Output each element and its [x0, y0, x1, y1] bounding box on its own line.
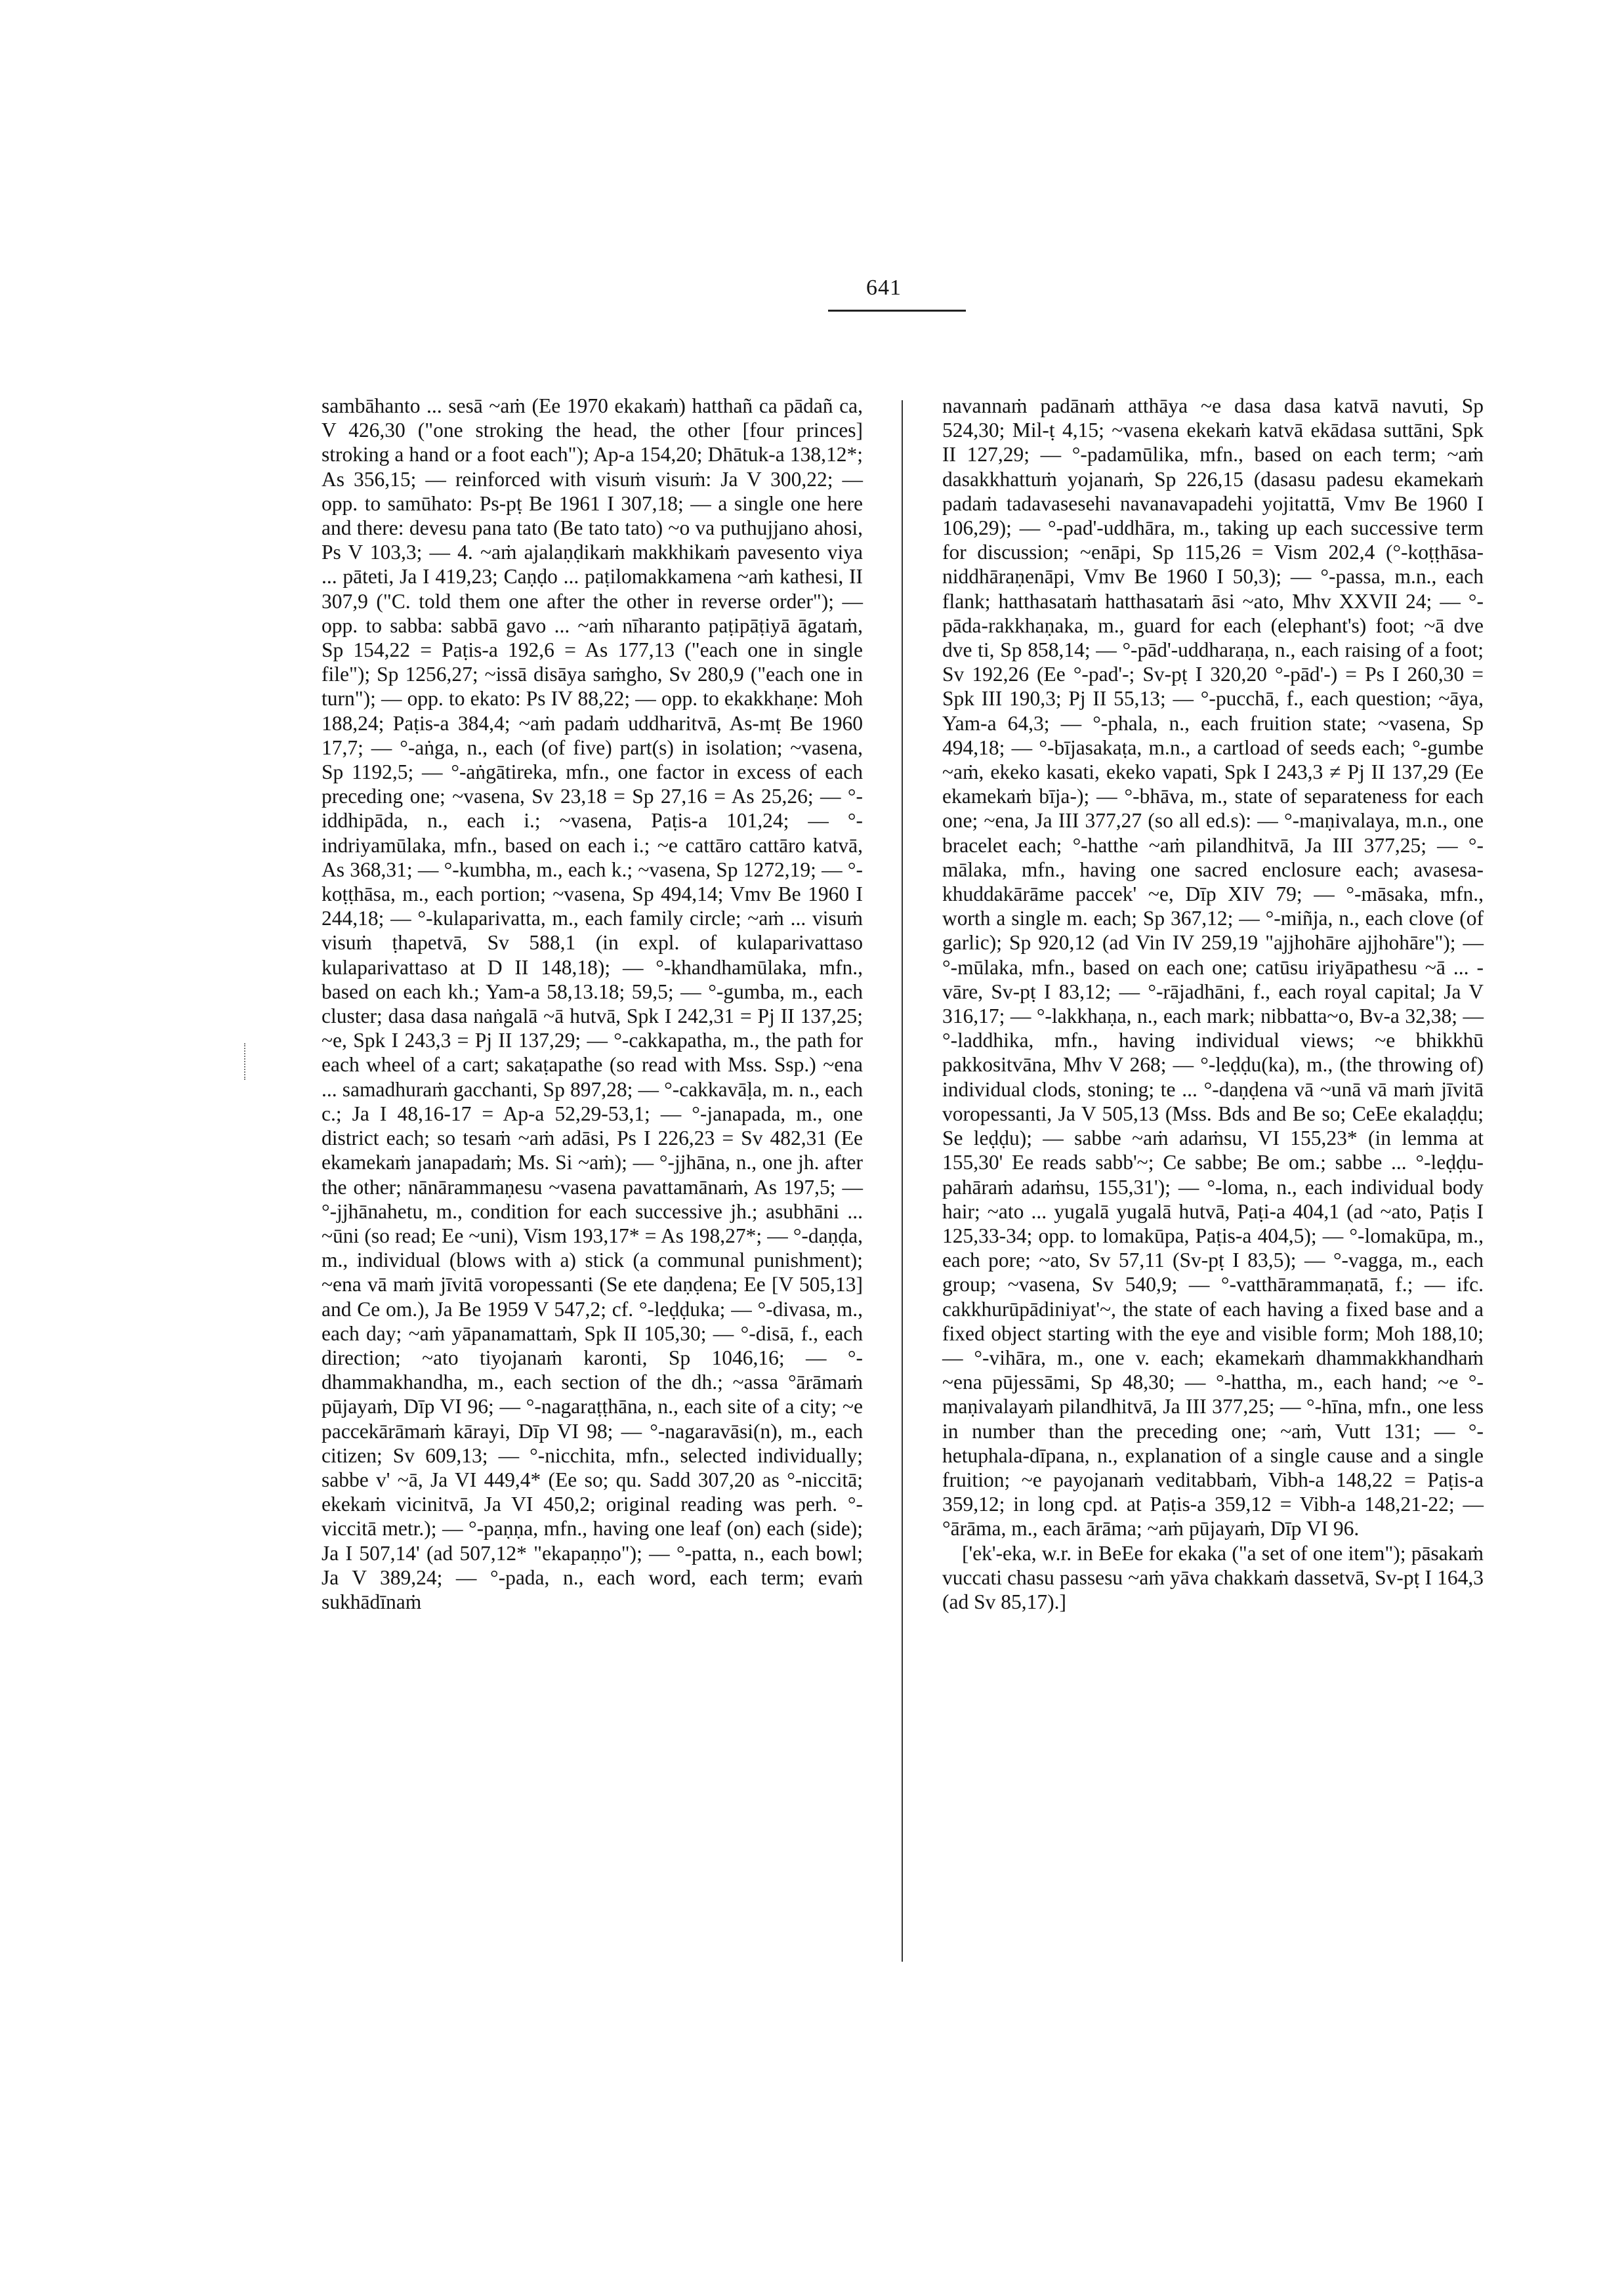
left-column: [322, 394, 863, 1614]
column-divider: [902, 400, 903, 1962]
left-column-paragraph: sambāhanto ... sesā ~aṁ (Ee 1970 ekakaṁ) hatthañ ca pādañ ca, V 426,30 ("one stroking the head, the other [four princes] stroking a hand or a foot each"); Ap-a 154,20; Dhātuk-a 138,12*; As 356,15; — reinforced with visuṁ visuṁ: Ja V 300,22; — opp. to samūhato: Ps-pṭ Be 1961 I 307,18; — a single one here and there: devesu pana tato (Be tato tato) ~o va puthujjano ahosi, Ps V 103,3; — 4. ~aṁ ajalaṇḍikaṁ makkhikaṁ pavesento viya ... pāteti, Ja I 419,23; Caṇḍo ... paṭilomakkamena ~aṁ kathesi, II 307,9 ("C. told them one after the other in reverse order"); — opp. to sabba: sabbā gavo ... ~aṁ nīharanto paṭipāṭiyā āgataṁ, Sp 154,22 = Paṭis-a 192,6 = As 177,13 ("each one in single file"); Sp 1256,27; ~issā disāya saṁgho, Sv 280,9 ("each one in turn"); — opp. to ekato: Ps IV 88,22; — opp. to ekakkhaṇe: Moh 188,24; Paṭis-a 384,4; ~aṁ padaṁ uddharitvā, As-mṭ Be 1960 17,7; — °-aṅga, n., each (of five) part(s) in isolation; ~vasena, Sp 1192,5; — °-aṅgātireka, mfn., one factor in excess of each preceding one; ~vasena, Sv 23,18 = Sp 27,16 = As 25,26; — °-iddhipāda, n., each i.; ~vasena, Paṭis-a 101,24; — °-indriyamūlaka, mfn., based on each i.; ~e cattāro cattāro katvā, As 368,31; — °-kumbha, m., each k.; ~vasena, Sp 1272,19; — °-koṭṭhāsa, m., each portion; ~vasena, Sp 494,14; Vmv Be 1960 I 244,18; — °-kulaparivatta, m., each family circle; ~aṁ ... visuṁ visuṁ ṭhapetvā, Sv 588,1 (in expl. of kulaparivattaso kulaparivattaso at D II 148,18); — °-khandhamūlaka, mfn., based on each kh.; Yam-a 58,13.18; 59,5; — °-gumba, m., each cluster; dasa dasa naṅgalā ~ā hutvā, Spk I 242,31 = Pj II 137,25; ~e, Spk I 243,3 = Pj II 137,29; — °-cakkapatha, m., the path for each wheel of a cart; sakaṭapathe (so read with Mss. Ssp.) ~ena ... samadhuraṁ gacchanti, Sp 897,28; — °-cakkavāḷa, m. n., each c.; Ja I 48,16-17 = Ap-a 52,29-53,1; — °-janapada, m., one district each; so tesaṁ ~aṁ adāsi, Ps I 226,23 = Sv 482,31 (Ee ekamekaṁ janapadaṁ; Ms. Si ~aṁ); — °-jjhāna, n., one jh. after the other; nānārammaṇesu ~vasena pavattamānaṁ, As 197,5; — °-jjhānahetu, m., condition for each successive jh.; asubhāni ... ~ūni (so read; Ee ~uni), Vism 193,17* = As 198,27*; — °-daṇḍa, m., individual (blows with a) stick (a communal punishment); ~ena vā maṁ jīvitā voropessanti (Se ete daṇḍena; Ee [V 505,13] and Ce om.), Ja Be 1959 V 547,2; cf. °-leḍḍuka; — °-divasa, m., each day; ~aṁ yāpanamattaṁ, Spk II 105,30; — °-disā, f., each direction; ~ato tiyojanaṁ karonti, Sp 1046,16; — °-dhammakhandha, m., each section of the dh.; ~assa °ārāmaṁ pūjayaṁ, Dīp VI 96; — °-nagaraṭṭhāna, n., each site of a city; ~e paccekārāmaṁ kārayi, Dīp VI 98; — °-nagaravāsi(n), m., each citizen; Sv 609,13; — °-nicchita, mfn., selected individually; sabbe v' ~ā, Ja VI 449,4* (Ee so; qu. Sadd 307,20 as °-niccitā; ekekaṁ vicinitvā, Ja VI 450,2; original reading was perh. °-viccitā metr.); — °-paṇṇa, mfn., having one leaf (on) each (side); Ja I 507,14' (ad 507,12* "ekapaṇṇo"); — °-patta, n., each bowl; Ja V 389,24; — °-pada, n., each word, each term; evaṁ sukhādīnaṁ: [322, 394, 863, 1613]
right-column: [942, 394, 1484, 1614]
header-rule: [828, 310, 966, 312]
right-column-paragraph: navannaṁ padānaṁ atthāya ~e dasa dasa katvā navuti, Sp 524,30; Mil-ṭ 4,15; ~vasena ekekaṁ katvā ekādasa suttāni, Spk II 127,29; — °-padamūlika, mfn., based on each term; ~aṁ dasakkhattuṁ yojanaṁ, Sp 226,15 (dasasu padesu ekamekaṁ padaṁ tadavasesehi navanavapadehi yojitattā, Vmv Be 1960 I 106,29); — °-pad'-uddhāra, m., taking up each successive term for discussion; ~enāpi, Sp 115,26 = Vism 202,4 (°-koṭṭhāsa-niddhāraṇenāpi, Vmv Be 1960 I 50,3); — °-passa, m.n., each flank; hatthasataṁ hatthasataṁ āsi ~ato, Mhv XXVII 24; — °-pāda-rakkhaṇaka, m., guard for each (elephant's) foot; ~ā dve dve ti, Sp 858,14; — °-pād'-uddharaṇa, n., each raising of a foot; Sv 192,26 (Ee °-pad'-; Sv-pṭ I 320,20 °-pād'-) = Ps I 260,30 = Spk III 190,3; Pj II 55,13; — °-pucchā, f., each question; ~āya, Yam-a 64,3; — °-phala, n., each fruition state; ~vasena, Sp 494,18; — °-bījasakaṭa, m.n., a cartload of seeds each; °-gumbe ~aṁ, ekeko kasati, ekeko vapati, Spk I 243,3 ≠ Pj II 137,29 (Ee ekamekaṁ bīja-); — °-bhāva, m., state of separateness for each one; ~ena, Ja III 377,27 (so all ed.s): — °-maṇivalaya, m.n., one bracelet each; °-hatthe ~aṁ pilandhitvā, Ja III 377,25; — °-mālaka, mfn., having one sacred enclosure each; avasesa-khuddakārāme paccek' ~e, Dīp XIV 79; — °-māsaka, mfn., worth a single m. each; Sp 367,12; — °-miñja, n., each clove (of garlic); Sp 920,12 (ad Vin IV 259,19 "ajjhohāre ajjhohāre"); — °-mūlaka, mfn., based on each one; catūsu iriyāpathesu ~ā ... -vāre, Sv-pṭ I 83,12; — °-rājadhāni, f., each royal capital; Ja V 316,17; — °-lakkhaṇa, n., each mark; nibbatta~o, Bv-a 32,38; — °-laddhika, mfn., having individual views; ~e bhikkhū pakkositvāna, Mhv V 268; — °-leḍḍu(ka), m., (the throwing of) individual clods, stoning; te ... °-daṇḍena vā ~unā vā maṁ jīvitā voropessanti, Ja V 505,13 (Mss. Bds and Be so; CeEe ekalaḍḍu; Se leḍḍu); — sabbe ~aṁ adaṁsu, VI 155,23* (in lemma at 155,30' Ee reads sabb'~; Ce sabbe; Be om.; sabbe ... °-leḍḍu-pahāraṁ adaṁsu, 155,31'); — °-loma, n., each individual body hair; ~ato ... yugalā yugalā hutvā, Paṭi-a 404,1 (ad ~ato, Paṭis I 125,33-34; opp. to lomakūpa, Paṭis-a 404,5); — °-lomakūpa, m., each pore; ~ato, Sv 57,11 (Sv-pṭ I 83,5); — °-vagga, m., each group; ~vasena, Sv 540,9; — °-vatthārammaṇatā, f.; — ifc. cakkhurūpādiniyat'~, the state of each having a fixed base and a fixed object starting with the eye and visible form; Moh 188,10; — °-vihāra, m., one v. each; ekamekaṁ dhammakkhandhaṁ ~ena pūjessāmi, Sp 48,30; — °-hattha, m., each hand; ~e °-maṇivalayaṁ pilandhitvā, Ja III 377,25; — °-hīna, mfn., one less in number than the preceding one; ~aṁ, Vutt 131; — °-hetuphala-dīpana, n., explanation of a single cause and a single fruition; ~e payojanaṁ veditabbaṁ, Vibh-a 148,22 = Paṭis-a 359,12; in long cpd. at Paṭis-a 359,12 = Vibh-a 148,21-22; — °ārāma, m., each ārāma; ~aṁ pūjayaṁ, Dīp VI 96.: [942, 394, 1484, 1540]
page-number: 641: [866, 276, 902, 300]
right-column-paragraph: ['ek'-eka, w.r. in BeEe for ekaka ("a set of one item"); pāsakaṁ vuccati chasu passesu ~aṁ yāva chakkaṁ dassetvā, Sv-pṭ I 164,3 (ad Sv 85,17).]: [942, 1541, 1484, 1613]
margin-mark: [244, 1043, 247, 1080]
